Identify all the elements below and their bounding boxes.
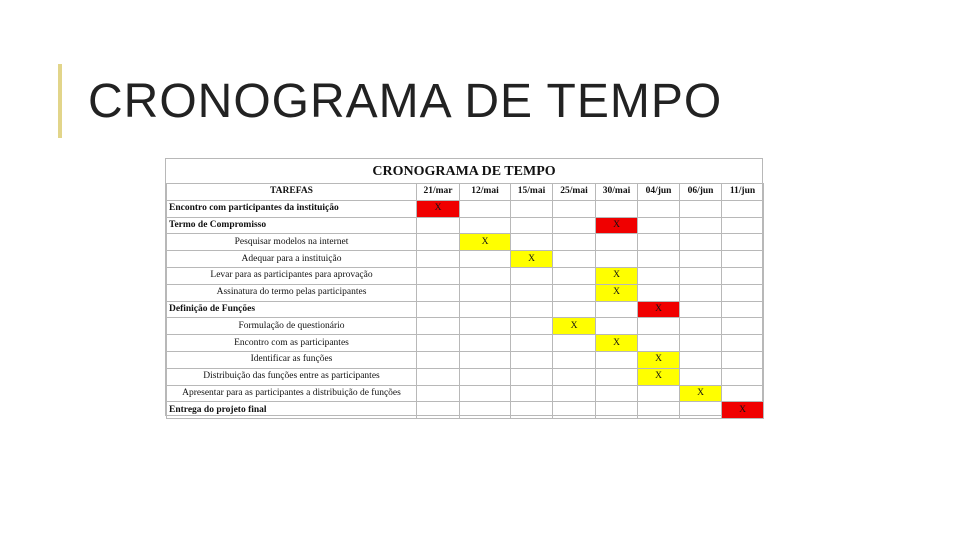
schedule-cell <box>638 385 680 402</box>
task-label: Apresentar para as participantes a distribuição de funções <box>167 385 417 402</box>
schedule-cell <box>511 217 553 234</box>
schedule-cell <box>553 200 596 217</box>
schedule-cell <box>553 217 596 234</box>
schedule-cell <box>722 318 764 335</box>
table-row <box>167 385 764 402</box>
task-label: Encontro com as participantes <box>167 335 417 352</box>
date-header: 06/jun <box>680 184 722 201</box>
date-header: 12/mai <box>460 184 511 201</box>
schedule-mark: X <box>596 284 638 301</box>
schedule-cell <box>722 234 764 251</box>
schedule-cell <box>680 318 722 335</box>
schedule-cell <box>511 234 553 251</box>
schedule-cell <box>553 402 596 419</box>
schedule-cell <box>460 251 511 268</box>
schedule-cell <box>722 368 764 385</box>
schedule-cell <box>511 301 553 318</box>
task-label: Distribuição das funções entre as participantes <box>167 368 417 385</box>
schedule-cell <box>511 335 553 352</box>
schedule-cell <box>680 301 722 318</box>
table-row <box>167 267 764 284</box>
schedule-cell <box>553 385 596 402</box>
schedule-cell <box>553 335 596 352</box>
schedule-mark: X <box>722 402 764 419</box>
schedule-mark: X <box>680 385 722 402</box>
schedule-cell <box>460 335 511 352</box>
schedule-cell <box>638 318 680 335</box>
schedule-cell <box>596 200 638 217</box>
schedule-cell <box>596 385 638 402</box>
schedule-mark: X <box>596 335 638 352</box>
schedule-cell <box>596 318 638 335</box>
table-row <box>167 402 764 419</box>
schedule-cell <box>680 402 722 419</box>
schedule-cell <box>553 251 596 268</box>
table-row <box>167 335 764 352</box>
schedule-cell <box>722 284 764 301</box>
schedule-cell <box>460 385 511 402</box>
table-row <box>167 251 764 268</box>
table-row <box>167 318 764 335</box>
schedule-cell <box>638 217 680 234</box>
table-header-row <box>167 184 764 201</box>
schedule-cell <box>680 284 722 301</box>
date-header: 21/mar <box>417 184 460 201</box>
schedule-cell <box>417 318 460 335</box>
schedule-cell <box>680 234 722 251</box>
schedule-cell <box>553 284 596 301</box>
schedule-cell <box>722 351 764 368</box>
schedule-cell <box>417 301 460 318</box>
schedule-cell <box>460 284 511 301</box>
schedule-cell <box>638 284 680 301</box>
task-label: Entrega do projeto final <box>167 402 417 419</box>
table-row <box>167 301 764 318</box>
schedule-cell <box>511 402 553 419</box>
schedule-cell <box>596 251 638 268</box>
schedule-body <box>167 200 764 418</box>
schedule-cell <box>722 335 764 352</box>
schedule-cell <box>722 217 764 234</box>
schedule-cell <box>722 267 764 284</box>
schedule-cell <box>596 368 638 385</box>
task-label: Termo de Compromisso <box>167 217 417 234</box>
schedule-cell <box>417 402 460 419</box>
schedule-cell <box>417 284 460 301</box>
date-header: 04/jun <box>638 184 680 201</box>
date-header: 11/jun <box>722 184 764 201</box>
date-header: 30/mai <box>596 184 638 201</box>
date-header: 15/mai <box>511 184 553 201</box>
schedule-cell <box>680 335 722 352</box>
task-label: Encontro com participantes da instituição <box>167 200 417 217</box>
schedule-cell <box>680 200 722 217</box>
schedule-cell <box>460 267 511 284</box>
schedule-cell <box>417 267 460 284</box>
task-label: Levar para as participantes para aprovação <box>167 267 417 284</box>
task-label: Formulação de questionário <box>167 318 417 335</box>
table-row <box>167 200 764 217</box>
schedule-cell <box>460 368 511 385</box>
schedule-cell <box>511 368 553 385</box>
schedule-image <box>165 158 763 416</box>
schedule-cell <box>460 301 511 318</box>
table-row <box>167 284 764 301</box>
schedule-cell <box>511 351 553 368</box>
date-header: 25/mai <box>553 184 596 201</box>
task-label: Identificar as funções <box>167 351 417 368</box>
schedule-cell <box>417 368 460 385</box>
table-row <box>167 368 764 385</box>
schedule-cell <box>680 351 722 368</box>
schedule-mark: X <box>511 251 553 268</box>
schedule-cell <box>638 251 680 268</box>
schedule-cell <box>596 351 638 368</box>
schedule-cell <box>553 234 596 251</box>
schedule-cell <box>638 234 680 251</box>
schedule-cell <box>460 200 511 217</box>
task-column-header: TAREFAS <box>167 184 417 201</box>
schedule-cell <box>511 267 553 284</box>
schedule-cell <box>722 385 764 402</box>
schedule-cell <box>553 267 596 284</box>
table-row <box>167 217 764 234</box>
schedule-cell <box>638 267 680 284</box>
schedule-cell <box>511 318 553 335</box>
schedule-cell <box>680 217 722 234</box>
schedule-cell <box>460 217 511 234</box>
schedule-cell <box>417 385 460 402</box>
table-row <box>167 351 764 368</box>
schedule-cell <box>553 301 596 318</box>
schedule-cell <box>511 385 553 402</box>
schedule-cell <box>417 217 460 234</box>
schedule-mark: X <box>553 318 596 335</box>
schedule-cell <box>596 402 638 419</box>
task-label: Pesquisar modelos na internet <box>167 234 417 251</box>
schedule-cell <box>638 402 680 419</box>
task-label: Adequar para a instituição <box>167 251 417 268</box>
schedule-mark: X <box>638 351 680 368</box>
schedule-cell <box>417 251 460 268</box>
schedule-cell <box>680 368 722 385</box>
schedule-mark: X <box>638 368 680 385</box>
schedule-cell <box>511 200 553 217</box>
schedule-cell <box>511 284 553 301</box>
schedule-cell <box>680 267 722 284</box>
schedule-cell <box>680 251 722 268</box>
schedule-cell <box>722 301 764 318</box>
schedule-mark: X <box>596 267 638 284</box>
task-label: Assinatura do termo pelas participantes <box>167 284 417 301</box>
schedule-cell <box>596 234 638 251</box>
schedule-cell <box>417 335 460 352</box>
schedule-title: CRONOGRAMA DE TEMPO <box>372 164 556 179</box>
schedule-cell <box>460 402 511 419</box>
schedule-cell <box>722 251 764 268</box>
schedule-cell <box>638 335 680 352</box>
slide-title: CRONOGRAMA DE TEMPO <box>88 75 723 128</box>
schedule-mark: X <box>596 217 638 234</box>
schedule-cell <box>596 301 638 318</box>
title-accent-bar <box>58 64 62 138</box>
schedule-mark: X <box>460 234 511 251</box>
schedule-cell <box>722 200 764 217</box>
schedule-cell <box>553 368 596 385</box>
schedule-mark: X <box>417 200 460 217</box>
schedule-mark: X <box>638 301 680 318</box>
schedule-cell <box>417 234 460 251</box>
schedule-cell <box>460 351 511 368</box>
table-row <box>167 234 764 251</box>
schedule-cell <box>638 200 680 217</box>
task-label: Definição de Funções <box>167 301 417 318</box>
schedule-cell <box>553 351 596 368</box>
schedule-cell <box>460 318 511 335</box>
schedule-table <box>166 183 764 419</box>
schedule-cell <box>417 351 460 368</box>
